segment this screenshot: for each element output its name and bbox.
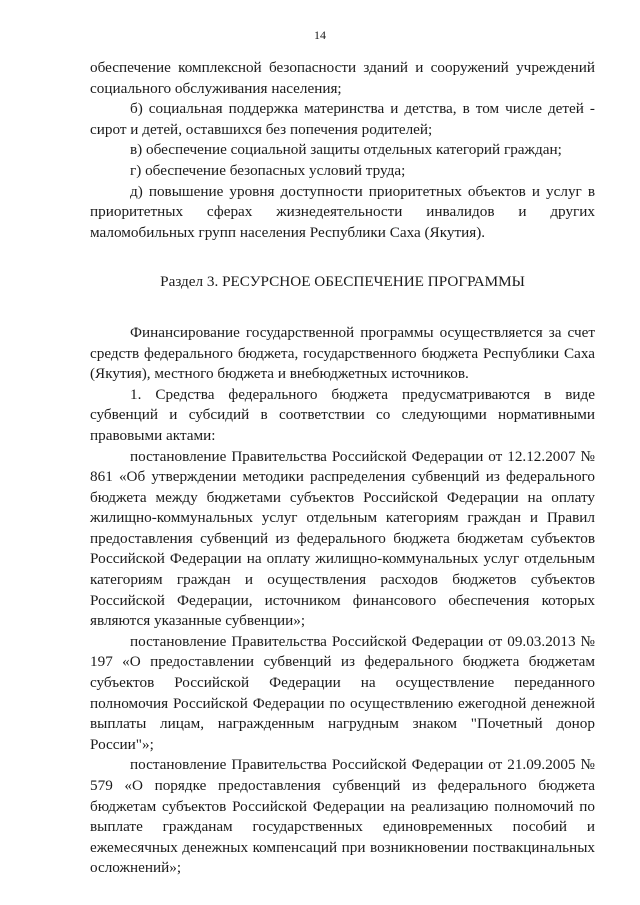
paragraph-decree-579: постановление Правительства Российской Федерации от 21.09.2005 № 579 «О порядке предоставления субвенций из федерального бюджета бюджетам субъектов Российской Федерации на реализацию полномочий по выплате гражданам государственных единовременных пособий и ежемесячных денежных компенсаций при возникновении поствакцинальных осложнений»; — [90, 756, 595, 877]
section-heading: Раздел 3. РЕСУРСНОЕ ОБЕСПЕЧЕНИЕ ПРОГРАММЫ — [160, 273, 525, 291]
paragraph-financing: Финансирование государственной программы осуществляется за счет средств федерального бюджета, государственного бюджета Республики Саха (Якутия), местного бюджета и внебюджетных источников. — [90, 323, 595, 383]
list-item-b: б) социальная поддержка материнства и детства, в том числе детей - сирот и детей, оставшихся без попечения родителей; — [90, 100, 595, 138]
paragraph-federal-funds: 1. Средства федерального бюджета предусматриваются в виде субвенций и субсидий в соответствии со следующими нормативными правовыми актами: — [90, 385, 595, 444]
list-item-g: г) обеспечение безопасных условий труда; — [130, 161, 406, 179]
list-item-d: д) повышение уровня доступности приоритетных объектов и услуг в приоритетных сферах жизнедеятельности инвалидов и других маломобильных групп населения Республики Саха (Якутия). — [90, 182, 595, 241]
paragraph-continuation: обеспечение комплексной безопасности зданий и сооружений учреждений социального обслуживания населения; — [90, 59, 595, 97]
spacer — [90, 308, 595, 323]
document-body — [90, 58, 595, 879]
spacer — [90, 243, 595, 258]
page-number: 14 — [314, 28, 326, 42]
paragraph-decree-197: постановление Правительства Российской Федерации от 09.03.2013 № 197 «О предоставлении субвенций из федерального бюджета бюджетам субъектов Российской Федерации на осуществление переданного полномочия Российской Федерации по осуществлению ежегодной денежной выплаты лицам, награжденным нагрудным знаком "Почетный донор России"»; — [90, 632, 595, 753]
paragraph-decree-861: постановление Правительства Российской Федерации от 12.12.2007 № 861 «Об утверждении методики распределения субвенций из федерального бюджета между бюджетами субъектов Российской Федерации на оплату жилищно-коммунальных услуг отдельным категориям граждан и Правил предоставления субвенций из федерального бюджета бюджетам субъектов Российской Федерации на оплату жилищно-коммунальных услуг отдельным категориям граждан и осуществления расходов бюджетов субъектов Российской Федерации, источником финансового обеспечения которых являются указанные субвенции»; — [90, 447, 595, 630]
list-item-v: в) обеспечение социальной защиты отдельных категорий граждан; — [130, 141, 562, 159]
